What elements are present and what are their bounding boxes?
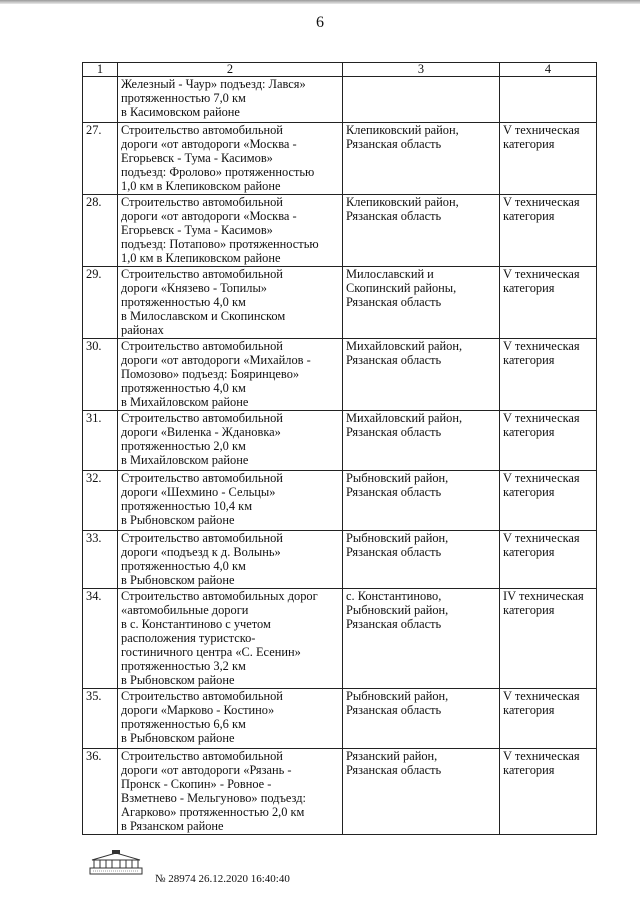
scan-top-edge bbox=[0, 0, 640, 4]
object-name: Строительство автомобильной дороги «от автодороги «Москва - Егорьевск - Тума - Касимов» подъезд: Фролово» протяженностью 1,0 км в Клепиковском районе bbox=[118, 123, 343, 195]
row-number: 28. bbox=[83, 195, 118, 267]
row-number: 32. bbox=[83, 471, 118, 531]
table-row bbox=[83, 471, 597, 531]
object-name: Строительство автомобильной дороги «от автодороги «Михайлов - Помозово» подъезд: Бояринцево» протяженностью 4,0 км в Михайловском районе bbox=[118, 339, 343, 411]
document-table bbox=[82, 62, 597, 835]
object-name: Строительство автомобильной дороги «подъезд к д. Волынь» протяженностью 4,0 км в Рыбновском районе bbox=[118, 531, 343, 589]
object-location: Рязанский район, Рязанская область bbox=[343, 749, 500, 835]
object-location: Рыбновский район, Рязанская область bbox=[343, 531, 500, 589]
table-header-row bbox=[83, 63, 597, 77]
row-number: 36. bbox=[83, 749, 118, 835]
table-row bbox=[83, 411, 597, 471]
object-location: Клепиковский район, Рязанская область bbox=[343, 123, 500, 195]
object-name: Строительство автомобильной дороги «от автодороги «Москва - Егорьевск - Тума - Касимов» подъезд: Потапово» протяженностью 1,0 км в Клепиковском районе bbox=[118, 195, 343, 267]
column-header: 2 bbox=[118, 63, 343, 77]
column-header: 1 bbox=[83, 63, 118, 77]
object-category: V техническая категория bbox=[500, 749, 597, 835]
table-row bbox=[83, 195, 597, 267]
table-row bbox=[83, 77, 597, 123]
object-name: Строительство автомобильной дороги «Князево - Топилы» протяженностью 4,0 км в Милославском и Скопинском районах bbox=[118, 267, 343, 339]
object-location: Михайловский район, Рязанская область bbox=[343, 411, 500, 471]
object-category: V техническая категория bbox=[500, 339, 597, 411]
registration-stamp: № 28974 26.12.2020 16:40:40 bbox=[155, 873, 290, 885]
object-name: Строительство автомобильной дороги «Виленка - Ждановка» протяженностью 2,0 км в Михайловском районе bbox=[118, 411, 343, 471]
object-location: Рыбновский район, Рязанская область bbox=[343, 689, 500, 749]
object-category: V техническая категория bbox=[500, 123, 597, 195]
table-row bbox=[83, 123, 597, 195]
table-row bbox=[83, 689, 597, 749]
row-number: 34. bbox=[83, 589, 118, 689]
column-header: 4 bbox=[500, 63, 597, 77]
table-row bbox=[83, 531, 597, 589]
object-name: Железный - Чаур» подъезд: Лався» протяженностью 7,0 км в Касимовском районе bbox=[118, 77, 343, 123]
column-header: 3 bbox=[343, 63, 500, 77]
object-category: V техническая категория bbox=[500, 267, 597, 339]
object-category: V техническая категория bbox=[500, 471, 597, 531]
row-number: 30. bbox=[83, 339, 118, 411]
row-number: 35. bbox=[83, 689, 118, 749]
object-name: Строительство автомобильной дороги «Марково - Костино» протяженностью 6,6 км в Рыбновском районе bbox=[118, 689, 343, 749]
row-number: 33. bbox=[83, 531, 118, 589]
object-location bbox=[343, 77, 500, 123]
page-number: 6 bbox=[316, 14, 324, 31]
object-category: V техническая категория bbox=[500, 689, 597, 749]
object-category: V техническая категория bbox=[500, 531, 597, 589]
object-name: Строительство автомобильных дорог «автомобильные дороги в с. Константиново с учетом расположения туристско- гостиничного центра «С. Есенин» протяженностью 3,2 км в Рыбновском районе bbox=[118, 589, 343, 689]
row-number: 27. bbox=[83, 123, 118, 195]
table-row bbox=[83, 749, 597, 835]
object-category: IV техническая категория bbox=[500, 589, 597, 689]
object-location: Михайловский район, Рязанская область bbox=[343, 339, 500, 411]
table-row bbox=[83, 267, 597, 339]
object-category: V техническая категория bbox=[500, 195, 597, 267]
table-row bbox=[83, 339, 597, 411]
government-building-icon bbox=[88, 850, 144, 876]
object-location: Рыбновский район, Рязанская область bbox=[343, 471, 500, 531]
object-name: Строительство автомобильной дороги «от автодороги «Рязань - Пронск - Скопин» - Ровное - Взметнево - Мельгуново» подъезд: Агарково» протяженностью 2,0 км в Рязанском районе bbox=[118, 749, 343, 835]
object-name: Строительство автомобильной дороги «Шехмино - Сельцы» протяженностью 10,4 км в Рыбновском районе bbox=[118, 471, 343, 531]
object-category: V техническая категория bbox=[500, 411, 597, 471]
object-category bbox=[500, 77, 597, 123]
row-number: 29. bbox=[83, 267, 118, 339]
object-location: Милославский и Скопинский районы, Рязанская область bbox=[343, 267, 500, 339]
table-row bbox=[83, 589, 597, 689]
row-number: 31. bbox=[83, 411, 118, 471]
object-location: Клепиковский район, Рязанская область bbox=[343, 195, 500, 267]
row-number bbox=[83, 77, 118, 123]
object-location: с. Константиново, Рыбновский район, Рязанская область bbox=[343, 589, 500, 689]
